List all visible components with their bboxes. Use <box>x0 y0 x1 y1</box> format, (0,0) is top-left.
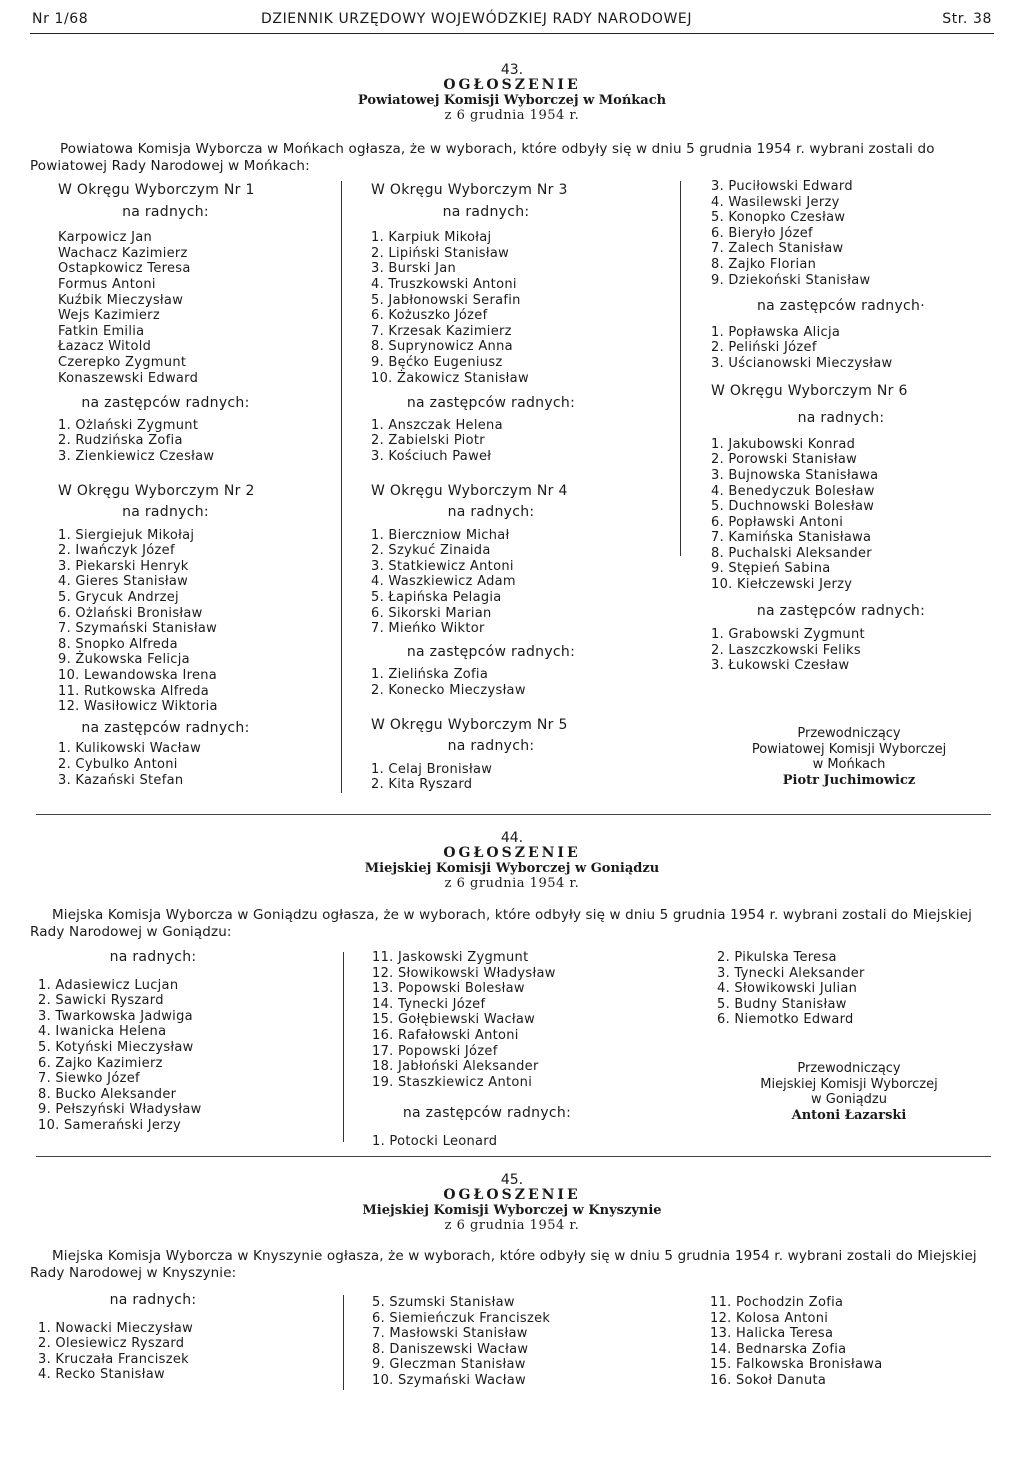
list-item: 8. Daniszewski Wacław <box>372 1341 529 1357</box>
notice-45-radni-list-part-3 <box>710 1295 980 1389</box>
list-item: 11. Pochodzin Zofia <box>710 1295 844 1310</box>
list-item: 10. Kiełczewski Jerzy <box>711 577 853 593</box>
list-item: 7. Masłowski Stanisław <box>372 1326 528 1342</box>
list-item: 14. Bednarska Zofia <box>710 1341 847 1357</box>
district-3-title: W Okręgu Wyborczym Nr 3 <box>371 182 568 198</box>
notice-45-number: 45. <box>500 1172 524 1188</box>
list-item: 6. Sikorski Marian <box>371 605 492 621</box>
district-5-title: W Okręgu Wyborczym Nr 5 <box>371 716 568 733</box>
list-item: 12. Słowikowski Władysław <box>372 965 556 981</box>
list-item: 1. Ożlański Zygmunt <box>58 417 199 433</box>
district-6-zast-list <box>711 627 971 674</box>
list-item: 9. Gleczman Stanisław <box>372 1357 526 1373</box>
list-item: 1. Grabowski Zygmunt <box>711 627 865 643</box>
notice-44-radni-list-part-2 <box>372 950 642 1090</box>
list-item: 7. Szymański Stanisław <box>58 621 218 637</box>
list-item: 2. Konecko Mieczysław <box>371 683 526 699</box>
list-item: Ostapkowicz Teresa <box>58 261 191 277</box>
list-item: 4. Słowikowski Julian <box>717 981 858 997</box>
list-item: 1. Zielińska Zofia <box>371 667 489 683</box>
list-item: 9. Żukowska Felicja <box>58 652 190 668</box>
list-item: 7. Krzesak Kazimierz <box>371 323 512 339</box>
list-item: 2. Rudzińska Zofia <box>58 433 183 449</box>
list-item: 3. Kruczała Franciszek <box>38 1351 189 1367</box>
list-item: 10. Lewandowska Irena <box>58 668 218 684</box>
list-item: 2. Peliński Józef <box>711 340 817 356</box>
notice-45-intro: Miejska Komisja Wyborcza w Knyszynie ogłasza, że w wyborach, które odbyły się w dniu 5 grudnia 1954 r. wybrani zostali do Miejskiej Rady Narodowej w Knyszynie: <box>30 1248 977 1281</box>
list-item: 7. Mieńko Wiktor <box>371 621 485 637</box>
district-6-zast-label: na zastępców radnych: <box>756 602 926 619</box>
list-item: Wejs Kazimierz <box>58 308 160 324</box>
list-item: Czerepko Zygmunt <box>58 354 187 370</box>
notice-43-org: Powiatowej Komisji Wyborczej w Mońkach <box>357 93 667 108</box>
list-item: 9. Dziekoński Stanisław <box>711 272 871 288</box>
district-5-radni-label: na radnych: <box>447 738 535 755</box>
list-item: 11. Jaskowski Zygmunt <box>372 950 529 965</box>
notice-43-kind: OGŁOSZENIE <box>443 77 581 93</box>
district-5-zast-label: na zastępców radnych· <box>757 298 925 315</box>
notice-44-org: Miejskiej Komisji Wyborczej w Goniądzu <box>364 861 660 876</box>
page-number: Str. 38 <box>942 11 992 27</box>
list-item: 2. Laszczkowski Feliks <box>711 642 861 658</box>
list-item: 4. Recko Stanisław <box>38 1367 165 1383</box>
list-item: 11. Rutkowska Alfreda <box>58 683 210 699</box>
list-item: 5. Konopko Czesław <box>711 210 846 226</box>
notice-45-org: Miejskiej Komisji Wyborczej w Knyszynie <box>362 1203 662 1218</box>
issue-number: Nr 1/68 <box>32 11 89 27</box>
list-item: 12. Wasiłowicz Wiktoria <box>58 699 218 715</box>
district-3-zast-label: na zastępców radnych: <box>406 395 576 412</box>
header-rule <box>30 33 994 34</box>
notice-44-zast-label: na zastępców radnych: <box>402 1105 572 1122</box>
district-6-radni-list <box>711 437 971 593</box>
district-1-zast-list <box>58 418 273 465</box>
list-item: 1. Potocki Leonard <box>372 1133 498 1149</box>
district-3-radni-list <box>371 230 641 386</box>
signature-name: Piotr Juchimowicz <box>782 772 916 788</box>
list-item: 3. Piekarski Henryk <box>58 558 189 574</box>
list-item: 4. Wasilewski Jerzy <box>711 194 840 210</box>
section-divider <box>36 814 991 815</box>
list-item: 3. Tynecki Aleksander <box>717 965 865 981</box>
district-2-radni-list <box>58 528 273 715</box>
list-item: Łazacz Witold <box>58 339 152 355</box>
list-item: 1. Kulikowski Wacław <box>58 741 202 757</box>
list-item: 1. Siergiejuk Mikołaj <box>58 527 195 543</box>
column-divider <box>341 181 342 793</box>
page-header <box>30 2 994 36</box>
list-item: 4. Iwanicka Helena <box>38 1024 167 1040</box>
list-item: 5. Łapińska Pelagia <box>371 590 502 606</box>
list-item: 3. Kościuch Paweł <box>371 448 492 464</box>
notice-44-date: z 6 grudnia 1954 r. <box>444 876 580 891</box>
district-3-radni-label: na radnych: <box>442 203 530 220</box>
list-item: 6. Bieryło Józef <box>711 225 813 241</box>
list-item: 17. Popowski Józef <box>372 1043 498 1059</box>
list-item: 1. Popławska Alicja <box>711 324 841 340</box>
list-item: 4. Truszkowski Antoni <box>371 276 517 292</box>
district-2-zast-list <box>58 741 273 788</box>
notice-43-number: 43. <box>500 62 524 78</box>
list-item: 8. Snopko Alfreda <box>58 636 178 652</box>
district-1-zast-label: na zastępców radnych: <box>81 395 250 412</box>
list-item: 12. Kolosa Antoni <box>710 1310 829 1326</box>
list-item: 8. Bucko Aleksander <box>38 1086 177 1102</box>
notice-43-col-b <box>371 183 641 793</box>
list-item: 6. Ożlański Bronisław <box>58 605 203 621</box>
list-item: Karpowicz Jan <box>58 230 153 246</box>
list-item: 10. Samerański Jerzy <box>38 1117 181 1133</box>
list-item: 4. Waszkiewicz Adam <box>371 574 516 590</box>
list-item: 2. Porowski Stanisław <box>711 452 858 468</box>
list-item: Kuźbik Mieczysław <box>58 292 184 308</box>
list-item: Fatkin Emilia <box>58 323 145 339</box>
notice-44-heading <box>0 831 1024 891</box>
notice-44-zast-list-part-2 <box>717 950 977 1028</box>
list-item: Konaszewski Edward <box>58 370 199 386</box>
section-divider <box>36 1156 991 1157</box>
list-item: 9. Stępień Sabina <box>711 561 831 577</box>
notice-44-col-a <box>38 950 283 1134</box>
list-item: 5. Duchnowski Bolesław <box>711 499 875 515</box>
notice-44-radni-label: na radnych: <box>109 949 197 965</box>
list-item: 3. Statkiewicz Antoni <box>371 558 514 574</box>
district-4-zast-list <box>371 667 641 698</box>
list-item: 5. Budny Stanisław <box>717 996 847 1012</box>
signature-place: w Mońkach <box>812 757 886 772</box>
notice-44-signature <box>718 1061 980 1123</box>
notice-45-col-b <box>372 1295 672 1389</box>
list-item: 3. Łukowski Czesław <box>711 658 850 674</box>
list-item: 6. Zajko Kazimierz <box>38 1055 163 1071</box>
list-item: 14. Tynecki Józef <box>372 996 486 1012</box>
signature-role: Przewodniczący <box>797 726 901 741</box>
list-item: 1. Nowacki Mieczysław <box>38 1320 194 1336</box>
list-item: 7. Kamińska Stanisława <box>711 530 872 546</box>
district-1-radni-label: na radnych: <box>122 203 209 220</box>
list-item: 19. Staszkiewicz Antoni <box>372 1074 533 1090</box>
signature-body: Powiatowej Komisji Wyborczej <box>751 741 947 757</box>
district-6-title: W Okręgu Wyborczym Nr 6 <box>711 382 908 399</box>
list-item: 2. Szykuć Zinaida <box>371 543 491 559</box>
notice-43-signature <box>718 726 980 788</box>
notice-45-date: z 6 grudnia 1954 r. <box>444 1218 580 1233</box>
notice-43-col-a <box>58 183 273 788</box>
list-item: 9. Pełszyński Władysław <box>38 1102 202 1118</box>
list-item: 1. Celaj Bronisław <box>371 761 493 777</box>
list-item: 13. Halicka Teresa <box>710 1326 834 1342</box>
list-item: 3. Kazański Stefan <box>58 772 184 788</box>
notice-45-radni-label: na radnych: <box>109 1292 197 1308</box>
notice-44-intro: Miejska Komisja Wyborcza w Goniądzu ogłasza, że w wyborach, które odbyły się w dniu 5 grudnia 1954 r. wybrani zostali do Miejskiej Rady Narodowej w Goniądzu: <box>30 907 973 940</box>
district-3-zast-list <box>371 418 641 465</box>
list-item: 5. Kotyński Mieczysław <box>38 1039 194 1055</box>
notice-43-intro: Powiatowa Komisja Wyborcza w Mońkach ogłasza, że w wyborach, które odbyły się w dniu 5 grudnia 1954 r. wybrani zostali do Powiatowej Rady Narodowej w Mońkach: <box>30 141 935 174</box>
list-item: 3. Twarkowska Jadwiga <box>38 1008 193 1024</box>
notice-45-col-c <box>710 1295 980 1389</box>
list-item: 2. Lipiński Stanisław <box>371 245 510 261</box>
district-2-radni-label: na radnych: <box>122 504 209 521</box>
list-item: 1. Anszczak Helena <box>371 417 503 433</box>
district-1-radni-list <box>58 230 273 386</box>
notice-44-kind: OGŁOSZENIE <box>443 845 581 861</box>
list-item: Wachacz Kazimierz <box>58 245 188 261</box>
district-6-radni-label: na radnych: <box>797 410 885 427</box>
list-item: 4. Gieres Stanisław <box>58 574 189 590</box>
list-item: 2. Sawicki Ryszard <box>38 993 164 1009</box>
list-item: 6. Niemotko Edward <box>717 1012 854 1028</box>
list-item: 3. Bujnowska Stanisława <box>711 467 879 483</box>
signature-role: Przewodniczący <box>797 1061 901 1076</box>
notice-43-col-c <box>711 179 971 674</box>
district-4-title: W Okręgu Wyborczym Nr 4 <box>371 482 568 499</box>
district-5-radni-list-part-1 <box>371 762 641 793</box>
list-item: 3. Uścianowski Mieczysław <box>711 355 893 371</box>
list-item: 5. Szumski Stanisław <box>372 1295 515 1310</box>
list-item: 8. Suprynowicz Anna <box>371 339 513 355</box>
list-item: 2. Cybulko Antoni <box>58 757 178 772</box>
list-item: 5. Grycuk Andrzej <box>58 590 179 606</box>
list-item: 15. Gołębiewski Wacław <box>372 1012 536 1028</box>
district-4-zast-label: na zastępców radnych: <box>406 643 576 660</box>
notice-45-radni-list-part-2 <box>372 1295 672 1389</box>
notice-44-col-c <box>717 950 977 1028</box>
list-item: 10. Żakowicz Stanisław <box>371 370 529 386</box>
list-item: 18. Jabłoński Aleksander <box>372 1059 539 1075</box>
list-item: 1. Bierczniow Michał <box>371 527 510 543</box>
district-2-zast-label: na zastępców radnych: <box>81 719 250 736</box>
district-4-radni-label: na radnych: <box>447 504 535 521</box>
district-4-radni-list <box>371 528 641 637</box>
district-5-zast-list <box>711 325 971 372</box>
notice-43-heading <box>0 63 1024 123</box>
list-item: 2. Olesiewicz Ryszard <box>38 1336 185 1352</box>
list-item: 1. Karpiuk Mikołaj <box>371 230 492 246</box>
signature-place: w Goniądzu <box>811 1092 887 1107</box>
notice-44-radni-list-part-1 <box>38 978 283 1134</box>
notice-44-number: 44. <box>500 830 524 846</box>
list-item: 6. Popławski Antoni <box>711 514 844 530</box>
notice-45-radni-list-part-1 <box>38 1321 283 1383</box>
list-item: 2. Zabielski Piotr <box>371 433 485 449</box>
district-5-radni-list-part-2 <box>711 179 971 288</box>
list-item: 16. Rafałowski Antoni <box>372 1027 519 1043</box>
column-divider <box>343 952 344 1142</box>
list-item: 1. Adasiewicz Lucjan <box>38 977 179 993</box>
list-item: Formus Antoni <box>58 276 156 292</box>
list-item: 2. Iwańczyk Józef <box>58 543 175 559</box>
list-item: 9. Bęćko Eugeniusz <box>371 354 503 370</box>
list-item: 8. Zajko Florian <box>711 256 817 272</box>
list-item: 2. Kita Ryszard <box>371 777 473 793</box>
signature-body: Miejskiej Komisji Wyborczej <box>760 1076 938 1092</box>
district-1-title: W Okręgu Wyborczym Nr 1 <box>58 182 255 198</box>
notice-45-col-a <box>38 1293 283 1383</box>
list-item: 16. Sokoł Danuta <box>710 1372 827 1388</box>
notice-43-date: z 6 grudnia 1954 r. <box>444 108 580 123</box>
list-item: 3. Zienkiewicz Czesław <box>58 448 215 464</box>
notice-44-zast-list-part-1 <box>372 1134 642 1150</box>
list-item: 13. Popowski Bolesław <box>372 981 525 997</box>
list-item: 10. Szymański Wacław <box>372 1372 526 1388</box>
list-item: 1. Jakubowski Konrad <box>711 436 856 452</box>
list-item: 6. Kożuszko Józef <box>371 308 488 324</box>
list-item: 15. Falkowska Bronisława <box>710 1357 883 1373</box>
list-item: 3. Puciłowski Edward <box>711 179 853 194</box>
publication-title: DZIENNIK URZĘDOWY WOJEWÓDZKIEJ RADY NARODOWEJ <box>261 11 693 27</box>
district-2-title: W Okręgu Wyborczym Nr 2 <box>58 482 255 499</box>
notice-45-heading <box>0 1173 1024 1233</box>
list-item: 6. Siemieńczuk Franciszek <box>372 1310 551 1326</box>
list-item: 8. Puchalski Aleksander <box>711 545 872 561</box>
signature-name: Antoni Łazarski <box>791 1107 907 1123</box>
list-item: 3. Burski Jan <box>371 261 457 277</box>
list-item: 7. Siewko Józef <box>38 1071 140 1087</box>
list-item: 5. Jabłonowski Serafin <box>371 292 521 308</box>
list-item: 2. Pikulska Teresa <box>717 950 837 965</box>
column-divider <box>680 181 681 556</box>
column-divider <box>343 1295 344 1390</box>
notice-45-kind: OGŁOSZENIE <box>443 1187 581 1203</box>
list-item: 4. Benedyczuk Bolesław <box>711 483 875 499</box>
notice-44-col-b <box>372 950 642 1150</box>
list-item: 7. Zalech Stanisław <box>711 241 844 257</box>
